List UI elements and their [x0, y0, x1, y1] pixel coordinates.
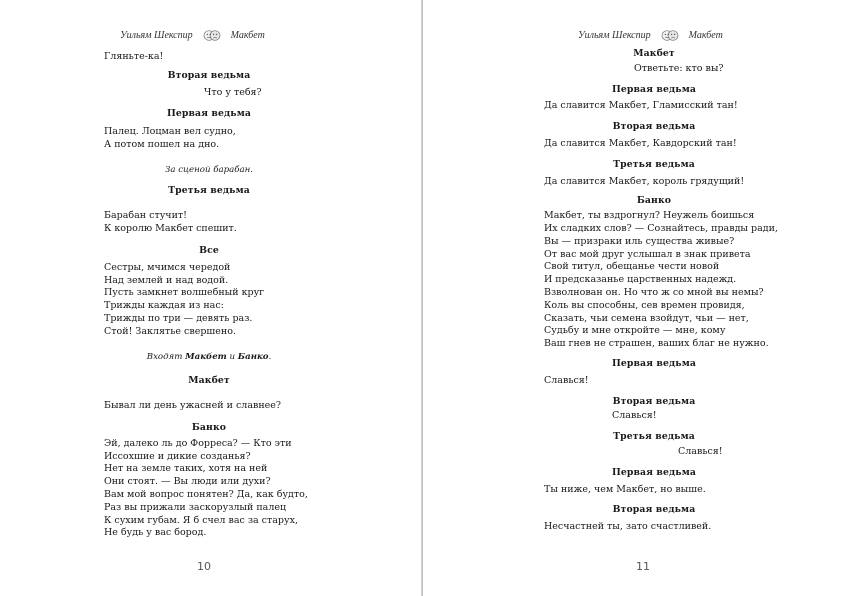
- verse-line: Гляньте-ка!: [104, 51, 164, 62]
- verse-line: Иссохшие и дикие созданья?: [104, 450, 251, 462]
- verse-line: Сестры, мчимся чередой: [104, 261, 231, 273]
- verse-line: Славься!: [544, 374, 589, 386]
- verse-line: Барабан стучит!: [104, 210, 187, 222]
- verse-line: Не будь у вас бород.: [104, 527, 207, 539]
- verse-line: Нет на земле таких, хотя на ней: [104, 463, 268, 475]
- verse-line: К королю Макбет спешит.: [104, 223, 237, 235]
- stage-direction-text: и: [226, 351, 238, 362]
- verse-line: Стой! Заклятье свершено.: [104, 325, 236, 337]
- speaker-name: Третья ведьма: [168, 184, 250, 196]
- verse-line: Палец. Лоцман вел судно,: [104, 126, 236, 138]
- verse-line: Макбет, ты вздрогнул? Неужель боишься: [544, 210, 755, 222]
- verse-line: Они стоят. — Вы люди или духи?: [104, 476, 271, 488]
- verse-line: Трижды каждая из нас:: [104, 300, 224, 312]
- verse-line: К сухим губам. Я б счел вас за старух,: [104, 514, 298, 526]
- stage-direction-text: .: [268, 351, 272, 362]
- speaker-name: Третья ведьма: [613, 431, 695, 443]
- verse-line: Сказать, чьи семена взойдут, чьи — нет,: [544, 312, 749, 324]
- verse-line: Их сладких слов? — Сознайтесь, правды ради,: [544, 222, 778, 234]
- verse-line: Славься!: [612, 410, 657, 422]
- right-page-text: [544, 48, 778, 534]
- speaker-name: Банко: [191, 421, 227, 433]
- speaker-name: Вторая ведьма: [167, 69, 251, 81]
- verse-line: Свой титул, обещанье чести новой: [544, 261, 720, 273]
- verse-line: Эй, далеко ль до Форреса? — Кто эти: [104, 437, 292, 449]
- theatre-masks-icon: [661, 30, 679, 41]
- verse-line: Да славится Макбет, Кавдорский тан!: [544, 137, 737, 149]
- speaker-name: Вторая ведьма: [612, 395, 696, 407]
- stage-direction: За сценой барабан.: [165, 164, 253, 175]
- verse-line: Раз вы прижали заскорузлый палец: [104, 501, 287, 513]
- verse-line: От вас мой друг услышал в знак привета: [544, 248, 751, 260]
- verse-line: Да славится Макбет, Гламисский тан!: [544, 100, 738, 112]
- speaker-name: Макбет: [633, 48, 675, 59]
- verse-line: Что у тебя?: [204, 86, 262, 98]
- speaker-name: Третья ведьма: [613, 158, 695, 170]
- verse-line: Ответьте: кто вы?: [634, 62, 724, 74]
- speaker-name: Вторая ведьма: [612, 121, 696, 133]
- verse-line: Трижды по три — девять раз.: [104, 312, 253, 324]
- verse-line: Пусть замкнет волшебный круг: [104, 287, 265, 299]
- stage-direction: [104, 351, 314, 364]
- verse-line: Ваш гнев не страшен, ваших благ не нужно.: [544, 338, 769, 350]
- header-author: Уильям Шекспир: [578, 30, 651, 41]
- left-page: [0, 0, 422, 596]
- left-page-text: [104, 51, 314, 540]
- speaker-name: Первая ведьма: [611, 466, 697, 478]
- running-header: [578, 30, 723, 41]
- verse-line: Ты ниже, чем Макбет, но выше.: [544, 483, 706, 495]
- verse-line: И предсказанье царственных надежд.: [544, 274, 737, 286]
- running-header: [120, 30, 265, 41]
- header-title: Макбет: [230, 30, 265, 41]
- verse-line: Коль вы способны, сев времен провидя,: [544, 299, 745, 311]
- speaker-name: Макбет: [188, 375, 230, 387]
- header-author: Уильям Шекспир: [120, 30, 193, 41]
- verse-line: Славься!: [678, 445, 723, 457]
- speaker-name: Вторая ведьма: [612, 504, 696, 516]
- stage-direction-text: Входят: [146, 351, 186, 362]
- verse-line: Взволнован он. Но что ж со мной вы немы?: [544, 286, 764, 298]
- speaker-name: Банко: [636, 195, 672, 207]
- speaker-name: Первая ведьма: [611, 83, 697, 95]
- verse-line: Да славится Макбет, король грядущий!: [544, 175, 745, 187]
- verse-line: Вы — призраки иль существа живые?: [544, 235, 735, 247]
- verse-line: Судьбу и мне откройте — мне, кому: [544, 325, 726, 337]
- verse-line: Вам мой вопрос понятен? Да, как будто,: [104, 488, 308, 500]
- speaker-name: Все: [199, 244, 219, 256]
- right-page: [423, 0, 845, 596]
- verse-line: Несчастней ты, зато счастливей.: [544, 521, 712, 533]
- verse-line: Над землей и над водой.: [104, 274, 229, 286]
- speaker-name: Первая ведьма: [166, 108, 252, 120]
- page-number: 11: [636, 560, 650, 573]
- character-name: Банко: [237, 351, 269, 362]
- verse-line: А потом пошел на дно.: [104, 138, 220, 150]
- verse-line: Бывал ли день ужасней и славнее?: [104, 400, 281, 412]
- speaker-name: Первая ведьма: [611, 357, 697, 369]
- header-title: Макбет: [688, 30, 723, 41]
- theatre-masks-icon: [203, 30, 221, 41]
- character-name: Макбет: [185, 351, 227, 362]
- page-number: 10: [197, 560, 211, 573]
